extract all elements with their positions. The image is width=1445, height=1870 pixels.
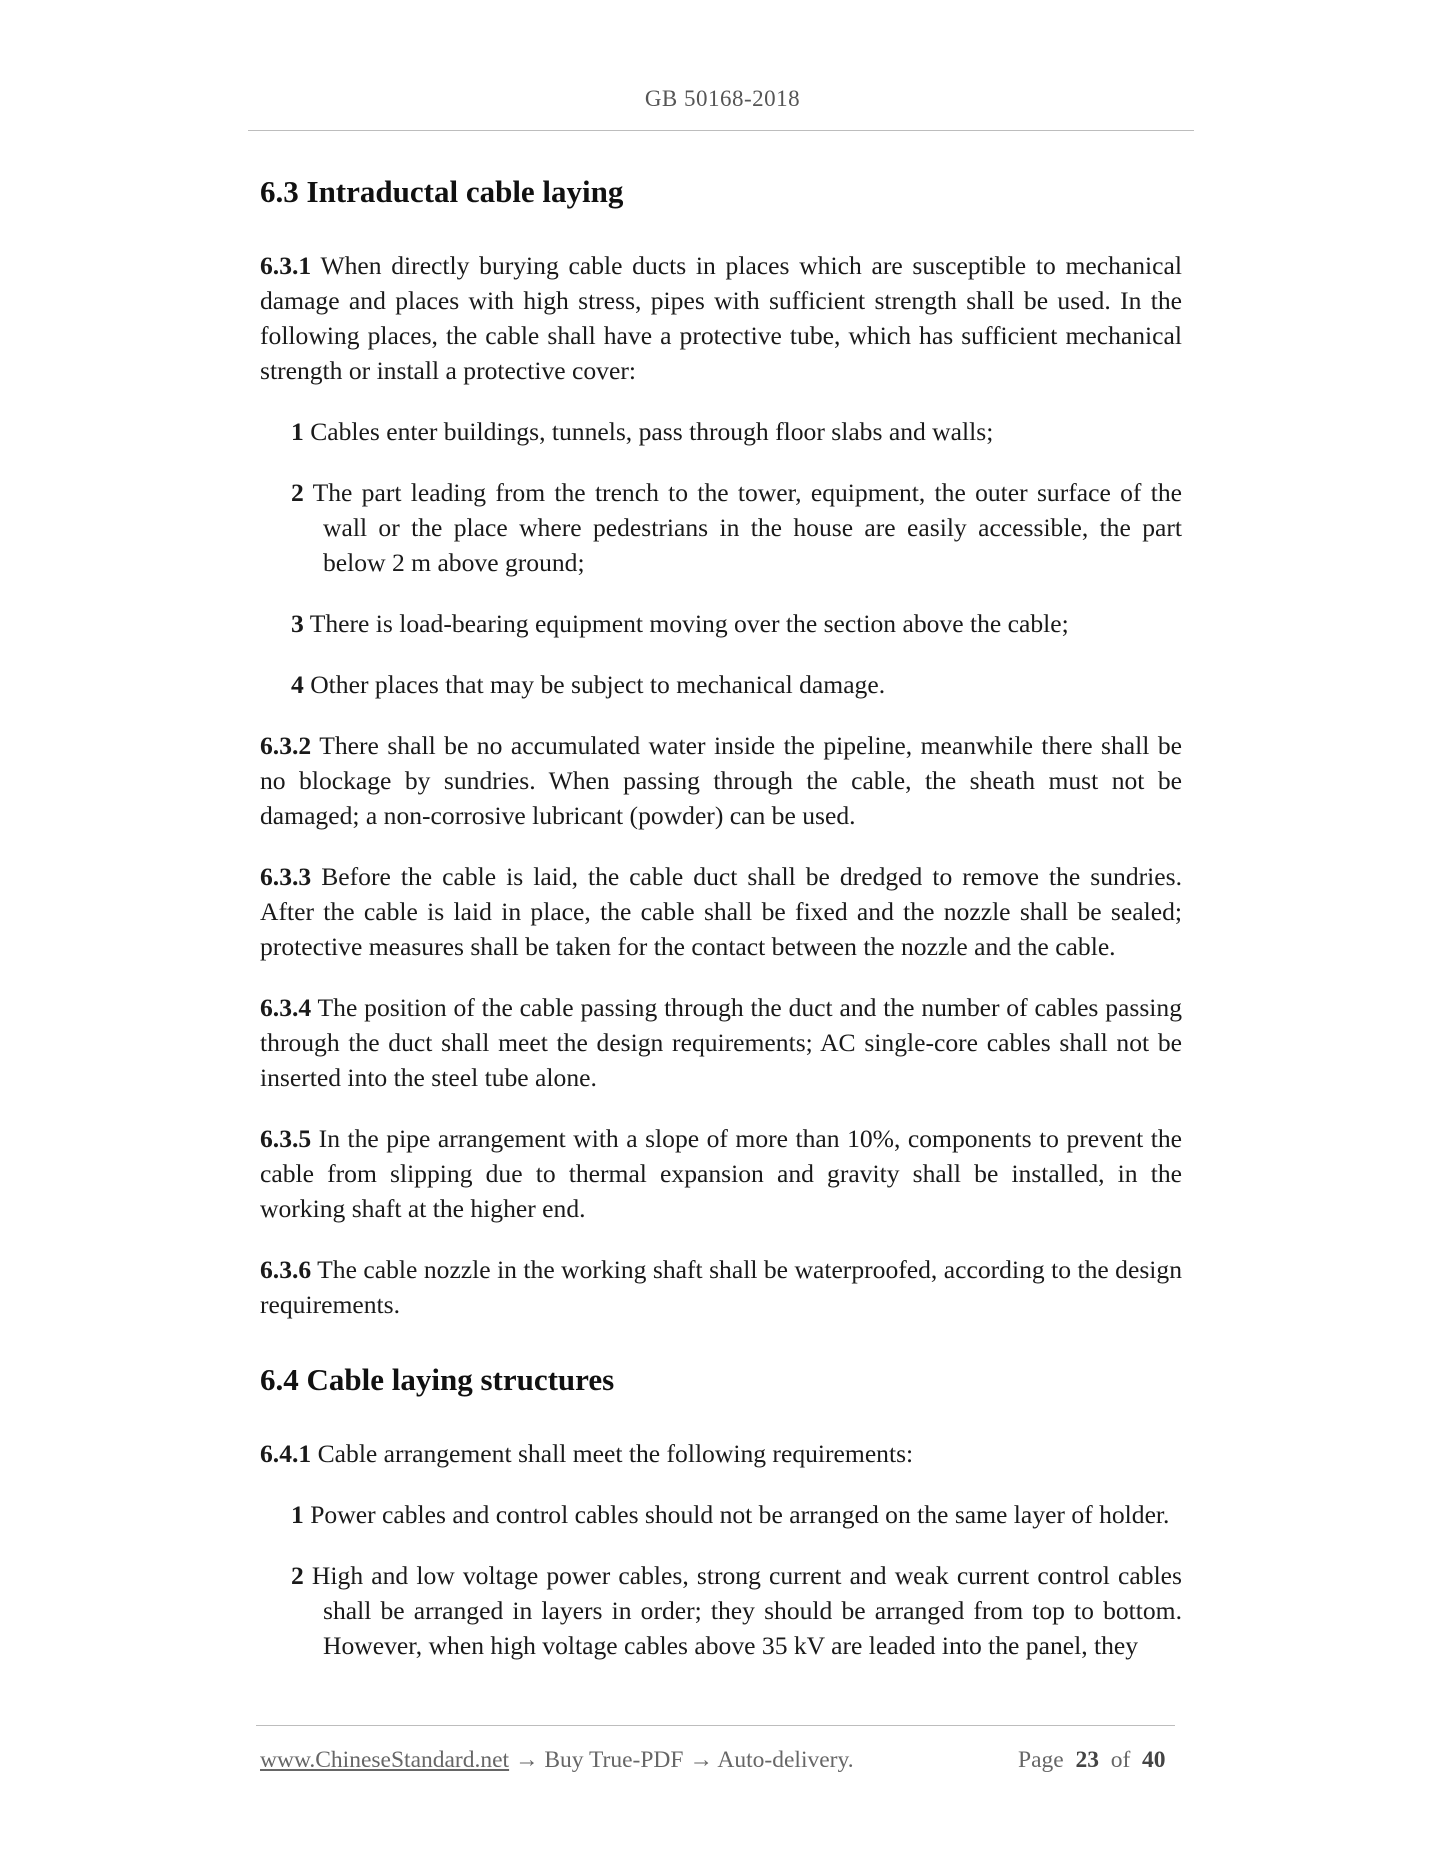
clause-text: Cable arrangement shall meet the following requirements:	[311, 1439, 914, 1468]
arrow-icon: →	[689, 1747, 713, 1773]
item-text: There is load-bearing equipment moving over the section above the cable;	[303, 609, 1069, 638]
delivery-text: Auto-delivery.	[717, 1747, 854, 1773]
list-item-2	[291, 1558, 1182, 1663]
list-item-1	[291, 1497, 1182, 1532]
item-number: 1	[291, 417, 304, 446]
clause-number: 6.3.6	[260, 1255, 312, 1284]
clause-text: When directly burying cable ducts in places which are susceptible to mechanical damage and places with high stress, pipes with sufficient strength shall be used. In the following places, the cable shall have a protective tube, which has sufficient mechanical strength or install a protective cover:	[260, 251, 1182, 385]
list-item-2	[291, 475, 1182, 580]
page-total: 40	[1142, 1747, 1166, 1773]
item-number: 4	[291, 670, 304, 699]
item-number: 2	[291, 1561, 304, 1590]
clause-6-3-5	[260, 1121, 1182, 1226]
clause-number: 6.3.3	[260, 862, 312, 891]
arrow-icon: →	[514, 1747, 539, 1773]
item-text: Other places that may be subject to mechanical damage.	[303, 670, 886, 699]
page-number: 23	[1075, 1747, 1099, 1773]
clause-number: 6.3.1	[260, 251, 312, 280]
clause-number: 6.3.2	[260, 731, 312, 760]
clause-text: The cable nozzle in the working shaft shall be waterproofed, according to the design requirements.	[260, 1255, 1182, 1319]
document-body	[260, 172, 1182, 1689]
clause-6-3-6	[260, 1252, 1182, 1322]
item-number: 3	[291, 609, 304, 638]
clause-6-3-1	[260, 248, 1182, 388]
website-link[interactable]: www.ChineseStandard.net	[260, 1747, 510, 1773]
clause-number: 6.4.1	[260, 1439, 312, 1468]
section-heading-6-4: 6.4 Cable laying structures	[260, 1362, 615, 1397]
item-text: Cables enter buildings, tunnels, pass through floor slabs and walls;	[303, 417, 994, 446]
clause-6-3-4	[260, 990, 1182, 1095]
item-text: The part leading from the trench to the tower, equipment, the outer surface of the wall or the place where pedestrians in the house are easily accessible, the part below 2 m above ground;	[303, 478, 1182, 577]
clause-text: There shall be no accumulated water inside the pipeline, meanwhile there shall be no blockage by sundries. When passing through the cable, the sheath must not be damaged; a non-corrosive lubricant (powder) can be used.	[260, 731, 1182, 830]
clause-6-4-1	[260, 1436, 1182, 1471]
clause-number: 6.3.5	[260, 1124, 312, 1153]
page-label: Page	[1018, 1747, 1064, 1773]
clause-text: Before the cable is laid, the cable duct shall be dredged to remove the sundries. After the cable is laid in place, the cable shall be fixed and the nozzle shall be sealed; protective measures shall be taken for the contact between the nozzle and the cable.	[260, 862, 1182, 961]
clause-number: 6.3.4	[260, 993, 312, 1022]
item-text: Power cables and control cables should not be arranged on the same layer of holder.	[303, 1500, 1170, 1529]
clause-text: The position of the cable passing through the duct and the number of cables passing through the duct shall meet the design requirements; AC single-core cables shall not be inserted into the steel tube alone.	[260, 993, 1182, 1092]
footer-divider	[256, 1725, 1175, 1726]
clause-6-3-3	[260, 859, 1182, 964]
clause-6-3-2	[260, 728, 1182, 833]
header-divider	[248, 130, 1194, 131]
item-number: 2	[291, 478, 304, 507]
buy-pdf-text: Buy True-PDF	[544, 1747, 684, 1773]
list-item-4	[291, 667, 1182, 702]
page-header: GB 50168-2018	[644, 86, 801, 111]
footer-promo	[260, 1747, 854, 1774]
list-item-1	[291, 414, 1182, 449]
list-item-3	[291, 606, 1182, 641]
item-number: 1	[291, 1500, 304, 1529]
item-text: High and low voltage power cables, strong current and weak current control cables shall be arranged in layers in order; they should be arranged from top to bottom. However, when high voltage cables above 35 kV are leaded into the panel, they	[303, 1561, 1182, 1660]
page-indicator	[1018, 1747, 1166, 1774]
section-heading-6-3: 6.3 Intraductal cable laying	[260, 174, 624, 209]
of-label: of	[1110, 1747, 1131, 1773]
clause-text: In the pipe arrangement with a slope of more than 10%, components to prevent the cable from slipping due to thermal expansion and gravity shall be installed, in the working shaft at the higher end.	[260, 1124, 1182, 1223]
